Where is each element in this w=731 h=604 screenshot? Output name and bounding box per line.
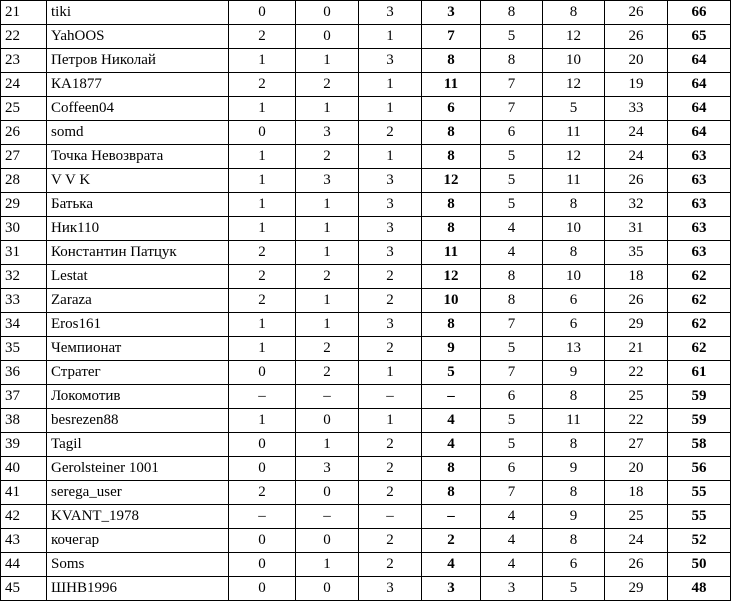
subtotal-cell: 8	[422, 193, 481, 217]
table-row	[1, 457, 731, 481]
stat-cell-6: 9	[543, 505, 605, 529]
stat-cell-2: 3	[296, 169, 359, 193]
stat-cell-7: 25	[605, 385, 668, 409]
total-cell: 65	[668, 25, 731, 49]
stat-cell-3: 2	[359, 529, 422, 553]
stat-cell-7: 21	[605, 337, 668, 361]
player-name-cell: Tagil	[47, 433, 229, 457]
rank-cell: 42	[1, 505, 47, 529]
stat-cell-2: –	[296, 385, 359, 409]
stat-cell-5: 4	[481, 217, 543, 241]
subtotal-cell: 8	[422, 457, 481, 481]
stat-cell-2: 1	[296, 97, 359, 121]
table-row	[1, 241, 731, 265]
stat-cell-1: 1	[229, 337, 296, 361]
player-name-cell: Ник110	[47, 217, 229, 241]
stat-cell-6: 9	[543, 457, 605, 481]
total-cell: 63	[668, 145, 731, 169]
player-name-cell: Eros161	[47, 313, 229, 337]
table-row	[1, 337, 731, 361]
rank-cell: 26	[1, 121, 47, 145]
table-row	[1, 49, 731, 73]
total-cell: 64	[668, 49, 731, 73]
subtotal-cell: 9	[422, 337, 481, 361]
stat-cell-2: 1	[296, 433, 359, 457]
stat-cell-6: 10	[543, 49, 605, 73]
stat-cell-5: 8	[481, 1, 543, 25]
stat-cell-1: 2	[229, 481, 296, 505]
player-name-cell: Zaraza	[47, 289, 229, 313]
stat-cell-6: 11	[543, 409, 605, 433]
rank-cell: 39	[1, 433, 47, 457]
rank-cell: 38	[1, 409, 47, 433]
subtotal-cell: 8	[422, 481, 481, 505]
stat-cell-5: 8	[481, 289, 543, 313]
stat-cell-1: 1	[229, 97, 296, 121]
stat-cell-3: 2	[359, 433, 422, 457]
stat-cell-7: 33	[605, 97, 668, 121]
rank-cell: 25	[1, 97, 47, 121]
total-cell: 63	[668, 217, 731, 241]
stat-cell-6: 8	[543, 481, 605, 505]
stat-cell-5: 5	[481, 25, 543, 49]
player-name-cell: serega_user	[47, 481, 229, 505]
stat-cell-1: 0	[229, 529, 296, 553]
table-row	[1, 169, 731, 193]
stat-cell-2: 0	[296, 529, 359, 553]
table-row	[1, 361, 731, 385]
player-name-cell: Чемпионат	[47, 337, 229, 361]
stat-cell-1: 0	[229, 361, 296, 385]
stat-cell-5: 7	[481, 361, 543, 385]
stat-cell-3: 2	[359, 121, 422, 145]
player-name-cell: somd	[47, 121, 229, 145]
subtotal-cell: 3	[422, 577, 481, 601]
stat-cell-5: 4	[481, 241, 543, 265]
stat-cell-5: 7	[481, 313, 543, 337]
total-cell: 66	[668, 1, 731, 25]
subtotal-cell: –	[422, 505, 481, 529]
stat-cell-3: 2	[359, 337, 422, 361]
rank-cell: 21	[1, 1, 47, 25]
stat-cell-2: 3	[296, 121, 359, 145]
table-row	[1, 553, 731, 577]
table-row	[1, 433, 731, 457]
stat-cell-6: 5	[543, 577, 605, 601]
table-row	[1, 1, 731, 25]
stat-cell-1: 1	[229, 49, 296, 73]
player-name-cell: Батька	[47, 193, 229, 217]
stat-cell-7: 26	[605, 289, 668, 313]
rank-cell: 24	[1, 73, 47, 97]
stat-cell-7: 27	[605, 433, 668, 457]
stat-cell-6: 10	[543, 217, 605, 241]
stat-cell-7: 18	[605, 265, 668, 289]
table-row	[1, 481, 731, 505]
stat-cell-1: 2	[229, 265, 296, 289]
subtotal-cell: 10	[422, 289, 481, 313]
stat-cell-7: 19	[605, 73, 668, 97]
table-row	[1, 505, 731, 529]
stat-cell-3: –	[359, 385, 422, 409]
stat-cell-7: 24	[605, 145, 668, 169]
total-cell: 48	[668, 577, 731, 601]
stat-cell-5: 5	[481, 169, 543, 193]
total-cell: 62	[668, 313, 731, 337]
total-cell: 50	[668, 553, 731, 577]
stat-cell-3: 2	[359, 265, 422, 289]
stat-cell-3: 3	[359, 313, 422, 337]
stat-cell-3: 2	[359, 481, 422, 505]
rank-cell: 41	[1, 481, 47, 505]
stat-cell-1: 1	[229, 217, 296, 241]
rank-cell: 28	[1, 169, 47, 193]
total-cell: 63	[668, 193, 731, 217]
stat-cell-2: 0	[296, 577, 359, 601]
stat-cell-6: 11	[543, 169, 605, 193]
stat-cell-2: 1	[296, 193, 359, 217]
player-name-cell: besrezen88	[47, 409, 229, 433]
player-name-cell: Константин Патцук	[47, 241, 229, 265]
stat-cell-3: 3	[359, 217, 422, 241]
table-row	[1, 409, 731, 433]
player-name-cell: кочегар	[47, 529, 229, 553]
stat-cell-1: 2	[229, 289, 296, 313]
subtotal-cell: 2	[422, 529, 481, 553]
rank-cell: 29	[1, 193, 47, 217]
stat-cell-7: 20	[605, 457, 668, 481]
total-cell: 55	[668, 481, 731, 505]
stat-cell-2: 2	[296, 361, 359, 385]
total-cell: 64	[668, 97, 731, 121]
stat-cell-6: 6	[543, 313, 605, 337]
player-name-cell: Точка Невозврата	[47, 145, 229, 169]
stat-cell-1: 0	[229, 1, 296, 25]
stat-cell-1: 0	[229, 553, 296, 577]
player-name-cell: KVANT_1978	[47, 505, 229, 529]
stat-cell-2: 1	[296, 289, 359, 313]
stat-cell-3: 1	[359, 361, 422, 385]
stat-cell-5: 4	[481, 505, 543, 529]
subtotal-cell: 8	[422, 145, 481, 169]
stat-cell-6: 6	[543, 553, 605, 577]
stat-cell-3: 2	[359, 553, 422, 577]
subtotal-cell: 3	[422, 1, 481, 25]
rank-cell: 40	[1, 457, 47, 481]
subtotal-cell: 12	[422, 265, 481, 289]
stat-cell-5: 6	[481, 121, 543, 145]
stat-cell-1: 2	[229, 241, 296, 265]
stat-cell-7: 26	[605, 25, 668, 49]
stat-cell-2: 0	[296, 481, 359, 505]
stat-cell-1: 0	[229, 121, 296, 145]
stat-cell-1: 1	[229, 409, 296, 433]
rank-cell: 23	[1, 49, 47, 73]
player-name-cell: Coffeen04	[47, 97, 229, 121]
rank-cell: 22	[1, 25, 47, 49]
subtotal-cell: 12	[422, 169, 481, 193]
subtotal-cell: 4	[422, 409, 481, 433]
stat-cell-1: 1	[229, 313, 296, 337]
stat-cell-1: 1	[229, 193, 296, 217]
stat-cell-2: 0	[296, 1, 359, 25]
table-row	[1, 73, 731, 97]
stat-cell-1: 1	[229, 169, 296, 193]
stat-cell-7: 25	[605, 505, 668, 529]
stat-cell-1: 0	[229, 433, 296, 457]
stat-cell-3: 1	[359, 97, 422, 121]
table-row	[1, 289, 731, 313]
stat-cell-5: 5	[481, 337, 543, 361]
stat-cell-6: 12	[543, 25, 605, 49]
stat-cell-2: 0	[296, 25, 359, 49]
stat-cell-3: 1	[359, 25, 422, 49]
stat-cell-7: 20	[605, 49, 668, 73]
rank-cell: 31	[1, 241, 47, 265]
stat-cell-5: 7	[481, 73, 543, 97]
rank-cell: 30	[1, 217, 47, 241]
stat-cell-1: 0	[229, 457, 296, 481]
subtotal-cell: –	[422, 385, 481, 409]
stat-cell-2: 1	[296, 553, 359, 577]
player-name-cell: Локомотив	[47, 385, 229, 409]
subtotal-cell: 4	[422, 553, 481, 577]
stat-cell-2: 0	[296, 409, 359, 433]
subtotal-cell: 5	[422, 361, 481, 385]
stat-cell-5: 5	[481, 193, 543, 217]
stat-cell-2: 1	[296, 49, 359, 73]
table-row	[1, 193, 731, 217]
stat-cell-1: –	[229, 505, 296, 529]
total-cell: 63	[668, 241, 731, 265]
total-cell: 62	[668, 337, 731, 361]
total-cell: 64	[668, 73, 731, 97]
stat-cell-6: 8	[543, 529, 605, 553]
stat-cell-7: 24	[605, 529, 668, 553]
total-cell: 56	[668, 457, 731, 481]
table-row	[1, 97, 731, 121]
rank-cell: 35	[1, 337, 47, 361]
stat-cell-5: 5	[481, 409, 543, 433]
stat-cell-2: –	[296, 505, 359, 529]
rank-cell: 32	[1, 265, 47, 289]
stat-cell-1: 0	[229, 577, 296, 601]
stat-cell-1: 2	[229, 73, 296, 97]
total-cell: 64	[668, 121, 731, 145]
table-body	[1, 1, 731, 601]
table-row	[1, 265, 731, 289]
stat-cell-6: 8	[543, 193, 605, 217]
stat-cell-2: 2	[296, 337, 359, 361]
rank-cell: 44	[1, 553, 47, 577]
stat-cell-6: 6	[543, 289, 605, 313]
stat-cell-7: 22	[605, 361, 668, 385]
player-name-cell: YahOOS	[47, 25, 229, 49]
stat-cell-1: 2	[229, 25, 296, 49]
stat-cell-3: 2	[359, 289, 422, 313]
subtotal-cell: 11	[422, 241, 481, 265]
stat-cell-7: 22	[605, 409, 668, 433]
table-row	[1, 217, 731, 241]
stat-cell-3: 1	[359, 73, 422, 97]
total-cell: 58	[668, 433, 731, 457]
stat-cell-6: 8	[543, 241, 605, 265]
stat-cell-3: 2	[359, 457, 422, 481]
player-name-cell: tiki	[47, 1, 229, 25]
stat-cell-7: 29	[605, 577, 668, 601]
player-name-cell: Lestat	[47, 265, 229, 289]
table-row	[1, 145, 731, 169]
stat-cell-5: 5	[481, 433, 543, 457]
table-row	[1, 121, 731, 145]
stat-cell-3: 1	[359, 409, 422, 433]
stat-cell-3: 3	[359, 49, 422, 73]
rank-cell: 43	[1, 529, 47, 553]
stat-cell-2: 2	[296, 73, 359, 97]
player-name-cell: ШНВ1996	[47, 577, 229, 601]
rank-cell: 36	[1, 361, 47, 385]
stat-cell-7: 35	[605, 241, 668, 265]
stat-cell-6: 8	[543, 1, 605, 25]
stat-cell-2: 1	[296, 241, 359, 265]
stat-cell-5: 8	[481, 49, 543, 73]
subtotal-cell: 8	[422, 217, 481, 241]
total-cell: 59	[668, 385, 731, 409]
stat-cell-7: 32	[605, 193, 668, 217]
stat-cell-6: 8	[543, 433, 605, 457]
stat-cell-7: 18	[605, 481, 668, 505]
player-name-cell: Soms	[47, 553, 229, 577]
stat-cell-7: 29	[605, 313, 668, 337]
rank-cell: 37	[1, 385, 47, 409]
stat-cell-6: 12	[543, 73, 605, 97]
subtotal-cell: 4	[422, 433, 481, 457]
stat-cell-6: 8	[543, 385, 605, 409]
stat-cell-3: 3	[359, 577, 422, 601]
stat-cell-3: 3	[359, 1, 422, 25]
stat-cell-6: 13	[543, 337, 605, 361]
stat-cell-7: 24	[605, 121, 668, 145]
total-cell: 52	[668, 529, 731, 553]
rank-cell: 27	[1, 145, 47, 169]
stat-cell-3: 1	[359, 145, 422, 169]
stat-cell-3: 3	[359, 193, 422, 217]
stat-cell-1: –	[229, 385, 296, 409]
stat-cell-7: 26	[605, 169, 668, 193]
player-name-cell: КА1877	[47, 73, 229, 97]
stat-cell-5: 8	[481, 265, 543, 289]
table-row	[1, 529, 731, 553]
stat-cell-5: 4	[481, 529, 543, 553]
subtotal-cell: 8	[422, 121, 481, 145]
stat-cell-5: 6	[481, 385, 543, 409]
table-row	[1, 385, 731, 409]
subtotal-cell: 7	[422, 25, 481, 49]
rank-cell: 33	[1, 289, 47, 313]
subtotal-cell: 6	[422, 97, 481, 121]
stat-cell-7: 31	[605, 217, 668, 241]
stat-cell-6: 9	[543, 361, 605, 385]
stat-cell-3: 3	[359, 169, 422, 193]
stat-cell-7: 26	[605, 553, 668, 577]
stat-cell-2: 1	[296, 217, 359, 241]
stat-cell-5: 4	[481, 553, 543, 577]
table-row	[1, 313, 731, 337]
rank-cell: 45	[1, 577, 47, 601]
total-cell: 62	[668, 289, 731, 313]
total-cell: 59	[668, 409, 731, 433]
stat-cell-7: 26	[605, 1, 668, 25]
player-name-cell: Петров Николай	[47, 49, 229, 73]
total-cell: 55	[668, 505, 731, 529]
stat-cell-3: 3	[359, 241, 422, 265]
stat-cell-5: 6	[481, 457, 543, 481]
stat-cell-2: 1	[296, 313, 359, 337]
stat-cell-2: 2	[296, 145, 359, 169]
player-name-cell: Стратег	[47, 361, 229, 385]
rank-cell: 34	[1, 313, 47, 337]
stat-cell-2: 3	[296, 457, 359, 481]
table-row	[1, 25, 731, 49]
stat-cell-5: 5	[481, 145, 543, 169]
stat-cell-5: 3	[481, 577, 543, 601]
total-cell: 63	[668, 169, 731, 193]
total-cell: 62	[668, 265, 731, 289]
subtotal-cell: 8	[422, 313, 481, 337]
subtotal-cell: 11	[422, 73, 481, 97]
stat-cell-5: 7	[481, 97, 543, 121]
stat-cell-3: –	[359, 505, 422, 529]
total-cell: 61	[668, 361, 731, 385]
player-name-cell: Gerolsteiner 1001	[47, 457, 229, 481]
stat-cell-6: 12	[543, 145, 605, 169]
subtotal-cell: 8	[422, 49, 481, 73]
stat-cell-6: 10	[543, 265, 605, 289]
stat-cell-1: 1	[229, 145, 296, 169]
stat-cell-6: 11	[543, 121, 605, 145]
stat-cell-6: 5	[543, 97, 605, 121]
stat-cell-5: 7	[481, 481, 543, 505]
player-name-cell: V V K	[47, 169, 229, 193]
stat-cell-2: 2	[296, 265, 359, 289]
table-row	[1, 577, 731, 601]
